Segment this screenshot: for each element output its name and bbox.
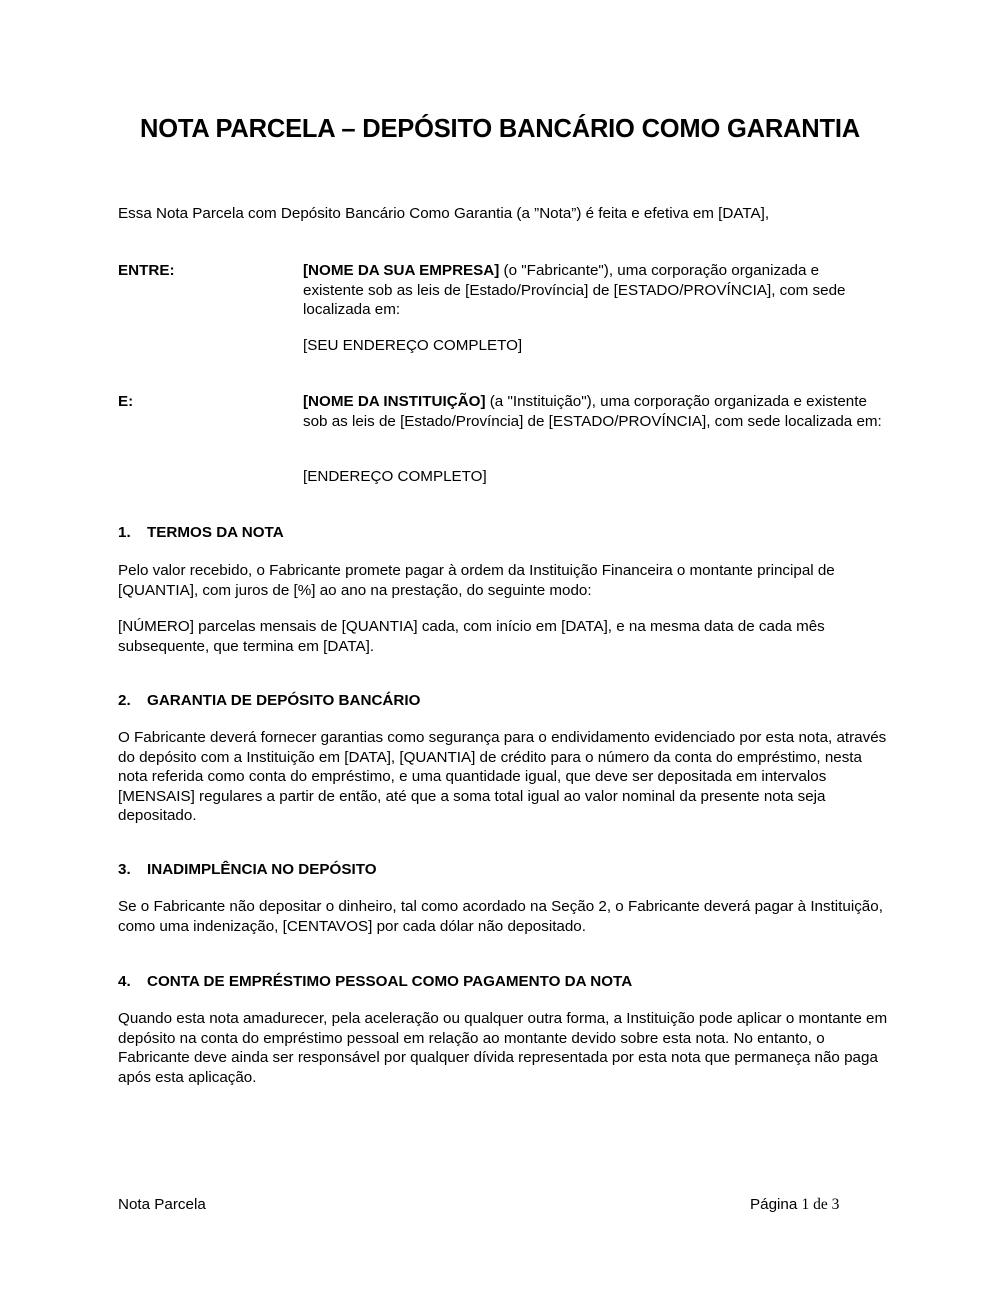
section-1-heading — [118, 523, 284, 543]
party-address-fabricante: [SEU ENDEREÇO COMPLETO] — [303, 337, 523, 354]
footer-document-name: Nota Parcela — [118, 1196, 206, 1213]
party-address-instituicao: [ENDEREÇO COMPLETO] — [303, 468, 487, 485]
section-4-paragraph-1: Quando esta nota amadurecer, pela aceleração ou qualquer outra forma, a Instituição pode aplicar o montante em depósito na conta do empréstimo pessoal em relação ao montante devido sobre esta nota. No entanto, o Fabricante deve ainda ser responsável por qualquer dívida representada por esta nota que permaneça não paga após esta aplicação. — [118, 1010, 888, 1086]
footer-page-number — [750, 1195, 839, 1215]
section-3-number: 3. — [118, 861, 131, 878]
party-text-fabricante: (o "Fabricante"), uma corporação organizada e existente sob as leis de [Estado/Província] de [ESTADO/PROVÍNCIA], com sede localizada em: — [303, 262, 846, 318]
section-3-paragraph-1: Se o Fabricante não depositar o dinheiro, tal como acordado na Seção 2, o Fabricante deverá pagar à Instituição, como uma indenização, [CENTAVOS] por cada dólar não depositado. — [118, 898, 883, 935]
section-1-paragraph-2: [NÚMERO] parcelas mensais de [QUANTIA] cada, com início em [DATA], e na mesma data de cada mês subsequente, que termina em [DATA]. — [118, 618, 825, 655]
section-4-number: 4. — [118, 973, 131, 990]
intro-paragraph: Essa Nota Parcela com Depósito Bancário Como Garantia (a ”Nota”) é feita e efetiva em [DATA], — [118, 205, 770, 222]
party-text-instituicao: (a "Instituição"), uma corporação organizada e existente sob as leis de [Estado/Província] de [ESTADO/PROVÍNCIA], com sede localizada em: — [303, 393, 882, 430]
section-3-title: INADIMPLÊNCIA NO DEPÓSITO — [147, 861, 377, 878]
footer-page-label: Página — [750, 1196, 802, 1213]
footer-page-of: de — [809, 1196, 832, 1213]
section-2-number: 2. — [118, 692, 131, 709]
party-label-e: E: — [118, 393, 134, 410]
section-3-heading — [118, 860, 377, 880]
section-4-title: CONTA DE EMPRÉSTIMO PESSOAL COMO PAGAMENTO DA NOTA — [147, 973, 633, 990]
section-2-heading — [118, 691, 420, 711]
party-description-fabricante — [303, 261, 883, 320]
section-4-heading — [118, 972, 632, 992]
party-description-instituicao — [303, 392, 883, 431]
document-title: NOTA PARCELA – DEPÓSITO BANCÁRIO COMO GARANTIA — [140, 115, 860, 143]
party-label-entre: ENTRE: — [118, 262, 175, 279]
section-1-title: TERMOS DA NOTA — [147, 524, 284, 541]
party-name-instituicao: [NOME DA INSTITUIÇÃO] — [303, 393, 486, 410]
section-2-title: GARANTIA DE DEPÓSITO BANCÁRIO — [147, 692, 421, 709]
footer-page-current: 1 — [801, 1196, 810, 1213]
section-1-paragraph-1: Pelo valor recebido, o Fabricante promete pagar à ordem da Instituição Financeira o montante principal de [QUANTIA], com juros de [%] ao ano na prestação, do seguinte modo: — [118, 562, 835, 599]
section-1-number: 1. — [118, 524, 131, 541]
party-name-fabricante: [NOME DA SUA EMPRESA] — [303, 262, 500, 279]
footer-page-total: 3 — [831, 1196, 840, 1213]
section-2-paragraph-1: O Fabricante deverá fornecer garantias como segurança para o endividamento evidenciado por esta nota, através do depósito com a Instituição em [DATA], [QUANTIA] de crédito para o número da conta do empréstimo, nesta nota referida como conta do empréstimo, e uma quantidade igual, que deve ser depositada em intervalos [MENSAIS] regulares a partir de então, até que a soma total igual ao valor nominal da presente nota seja depositado. — [118, 729, 887, 824]
